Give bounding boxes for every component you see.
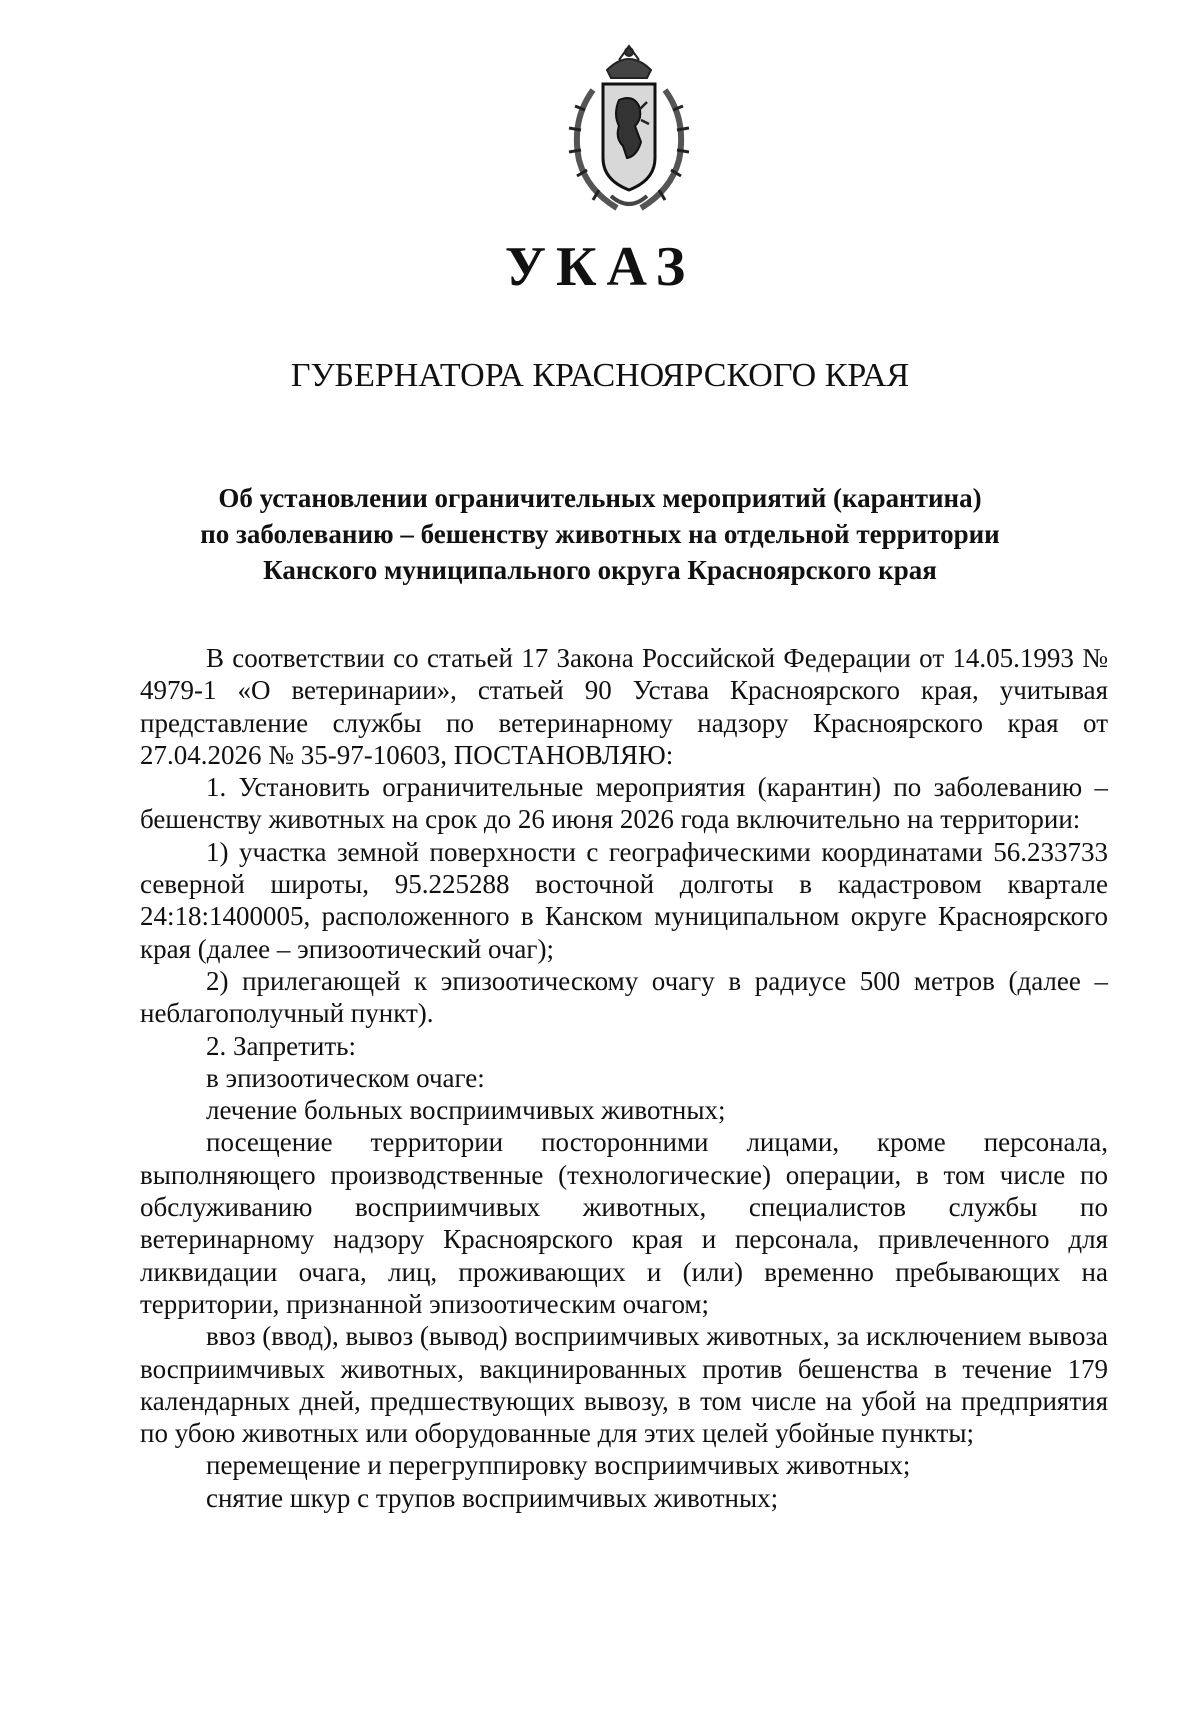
body-paragraph-item-2: 2. Запретить: — [206, 1030, 356, 1061]
coat-of-arms-emblem — [557, 40, 701, 218]
body-paragraph-preamble: В соответствии со статьей 17 Закона Российской Федерации от 14.05.1993 № 4979-1 «О ветеринарии», статьей 90 Устава Красноярского края, учитывая представление службы по ветеринарному надзору Красноярского края от 27.04.2026 № 35-97-10603, ПОСТАНОВЛЯЮ: — [140, 643, 1108, 770]
body-paragraph-item-1: 1. Установить ограничительные мероприятия (карантин) по заболеванию – бешенству животных на срок до 26 июня 2026 года включительно на территории: — [140, 772, 1108, 835]
decree-subject — [100, 480, 1100, 588]
decree-issuer: ГУБЕРНАТОРА КРАСНОЯРСКОГО КРАЯ — [290, 357, 910, 394]
body-paragraph: перемещение и перегруппировку восприимчивых животных; — [206, 1450, 911, 1481]
subject-line: Об установлении ограничительных мероприятий (карантина) — [218, 483, 982, 513]
body-paragraph: посещение территории посторонними лицами, кроме персонала, выполняющего производственные (технологические) операции, в том числе по обслуживанию восприимчивых животных, специалистов службы по ветеринарному надзору Красноярского края и персонала, привлеченного для ликвидации очага, лиц, проживающих и (или) временно пребывающих на территории, признанной эпизоотическим очагом; — [140, 1127, 1108, 1319]
body-paragraph: лечение больных восприимчивых животных; — [206, 1095, 726, 1126]
body-paragraph-subitem-1: 1) участка земной поверхности с географическими координатами 56.233733 северной широты, 95.225288 восточной долготы в кадастровом квартале 24:18:1400005, расположенного в Канском муниципальном округе Красноярского края (далее – эпизоотический очаг); — [140, 836, 1108, 964]
decree-body — [140, 642, 1108, 1514]
subject-line: Канского муниципального округа Красноярского края — [263, 555, 937, 585]
decree-title: УКАЗ — [504, 236, 696, 298]
body-paragraph: снятие шкур с трупов восприимчивых животных; — [206, 1482, 779, 1513]
body-paragraph-subitem-2: 2) прилегающей к эпизоотическому очагу в радиусе 500 метров (далее – неблагополучный пункт). — [140, 965, 1108, 1029]
subject-line: по заболеванию – бешенству животных на отдельной территории — [200, 519, 1000, 549]
body-paragraph: в эпизоотическом очаге: — [206, 1062, 485, 1093]
body-paragraph: ввоз (ввод), вывоз (вывод) восприимчивых животных, за исключением вывоза восприимчивых животных, вакцинированных против бешенства в течение 179 календарных дней, предшествующих вывозу, в том числе на убой на предприятия по убою животных или оборудованные для этих целей убойные пункты; — [140, 1321, 1108, 1449]
